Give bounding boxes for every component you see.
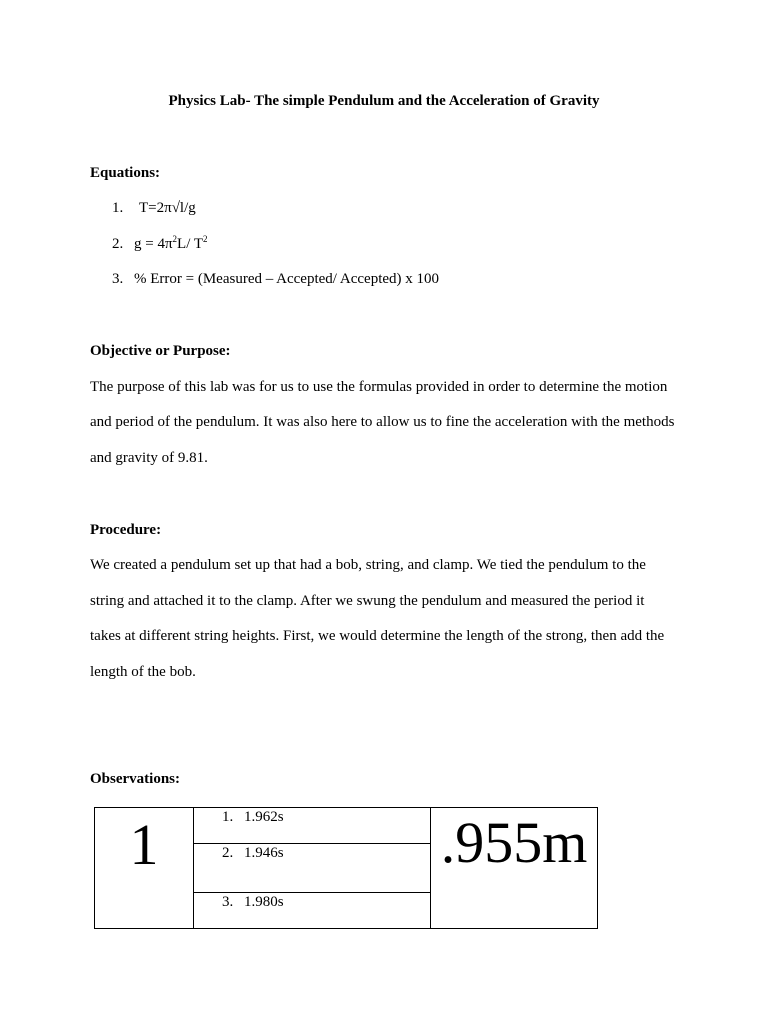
objective-line: and period of the pendulum. It was also here to allow us to fine the acceleration with the methods [90, 414, 675, 430]
procedure-heading: Procedure: [90, 522, 162, 538]
equation-1 [112, 200, 196, 217]
observations-table [94, 807, 598, 929]
observations-heading: Observations: [90, 771, 180, 787]
time-number: 2. [222, 845, 234, 861]
equation-superscript: 2 [203, 234, 208, 244]
equation-number: 3. [112, 271, 124, 287]
objective-line: and gravity of 9.81. [90, 450, 208, 466]
procedure-line: length of the bob. [90, 664, 196, 680]
time-value: 1.980s [244, 894, 284, 910]
equation-text-part: g = 4π [134, 236, 173, 252]
equations-heading: Equations: [90, 165, 161, 181]
objective-heading: Objective or Purpose: [90, 343, 231, 359]
time-value: 1.962s [244, 809, 284, 825]
page-title: Physics Lab- The simple Pendulum and the Acceleration of Gravity [168, 93, 600, 109]
equation-3 [112, 271, 439, 288]
procedure-line: string and attached it to the clamp. After we swung the pendulum and measured the period it [90, 593, 645, 609]
objective-line: The purpose of this lab was for us to use the formulas provided in order to determine the motion [90, 379, 668, 395]
equation-text-part: L/ T [177, 236, 204, 252]
equation-text: % Error = (Measured – Accepted/ Accepted) x 100 [134, 271, 440, 287]
equation-text: T=2π√l/g [139, 200, 196, 216]
equation-number: 1. [112, 200, 124, 216]
equation-number: 2. [112, 236, 124, 252]
time-value: 1.946s [244, 845, 284, 861]
table-row [95, 808, 598, 844]
time-number: 1. [222, 809, 234, 825]
trial-number-cell: 1 [95, 808, 194, 929]
equation-2 [112, 236, 208, 253]
time-cell [194, 808, 431, 844]
procedure-line: We created a pendulum set up that had a bob, string, and clamp. We tied the pendulum to the [90, 557, 646, 573]
length-cell: .955m [431, 808, 598, 929]
equation-superscript: 2 [172, 234, 178, 244]
time-number: 3. [222, 894, 234, 910]
time-cell [194, 844, 431, 893]
procedure-line: takes at different string heights. First, we would determine the length of the strong, then add the [90, 628, 665, 644]
time-cell [194, 893, 431, 929]
